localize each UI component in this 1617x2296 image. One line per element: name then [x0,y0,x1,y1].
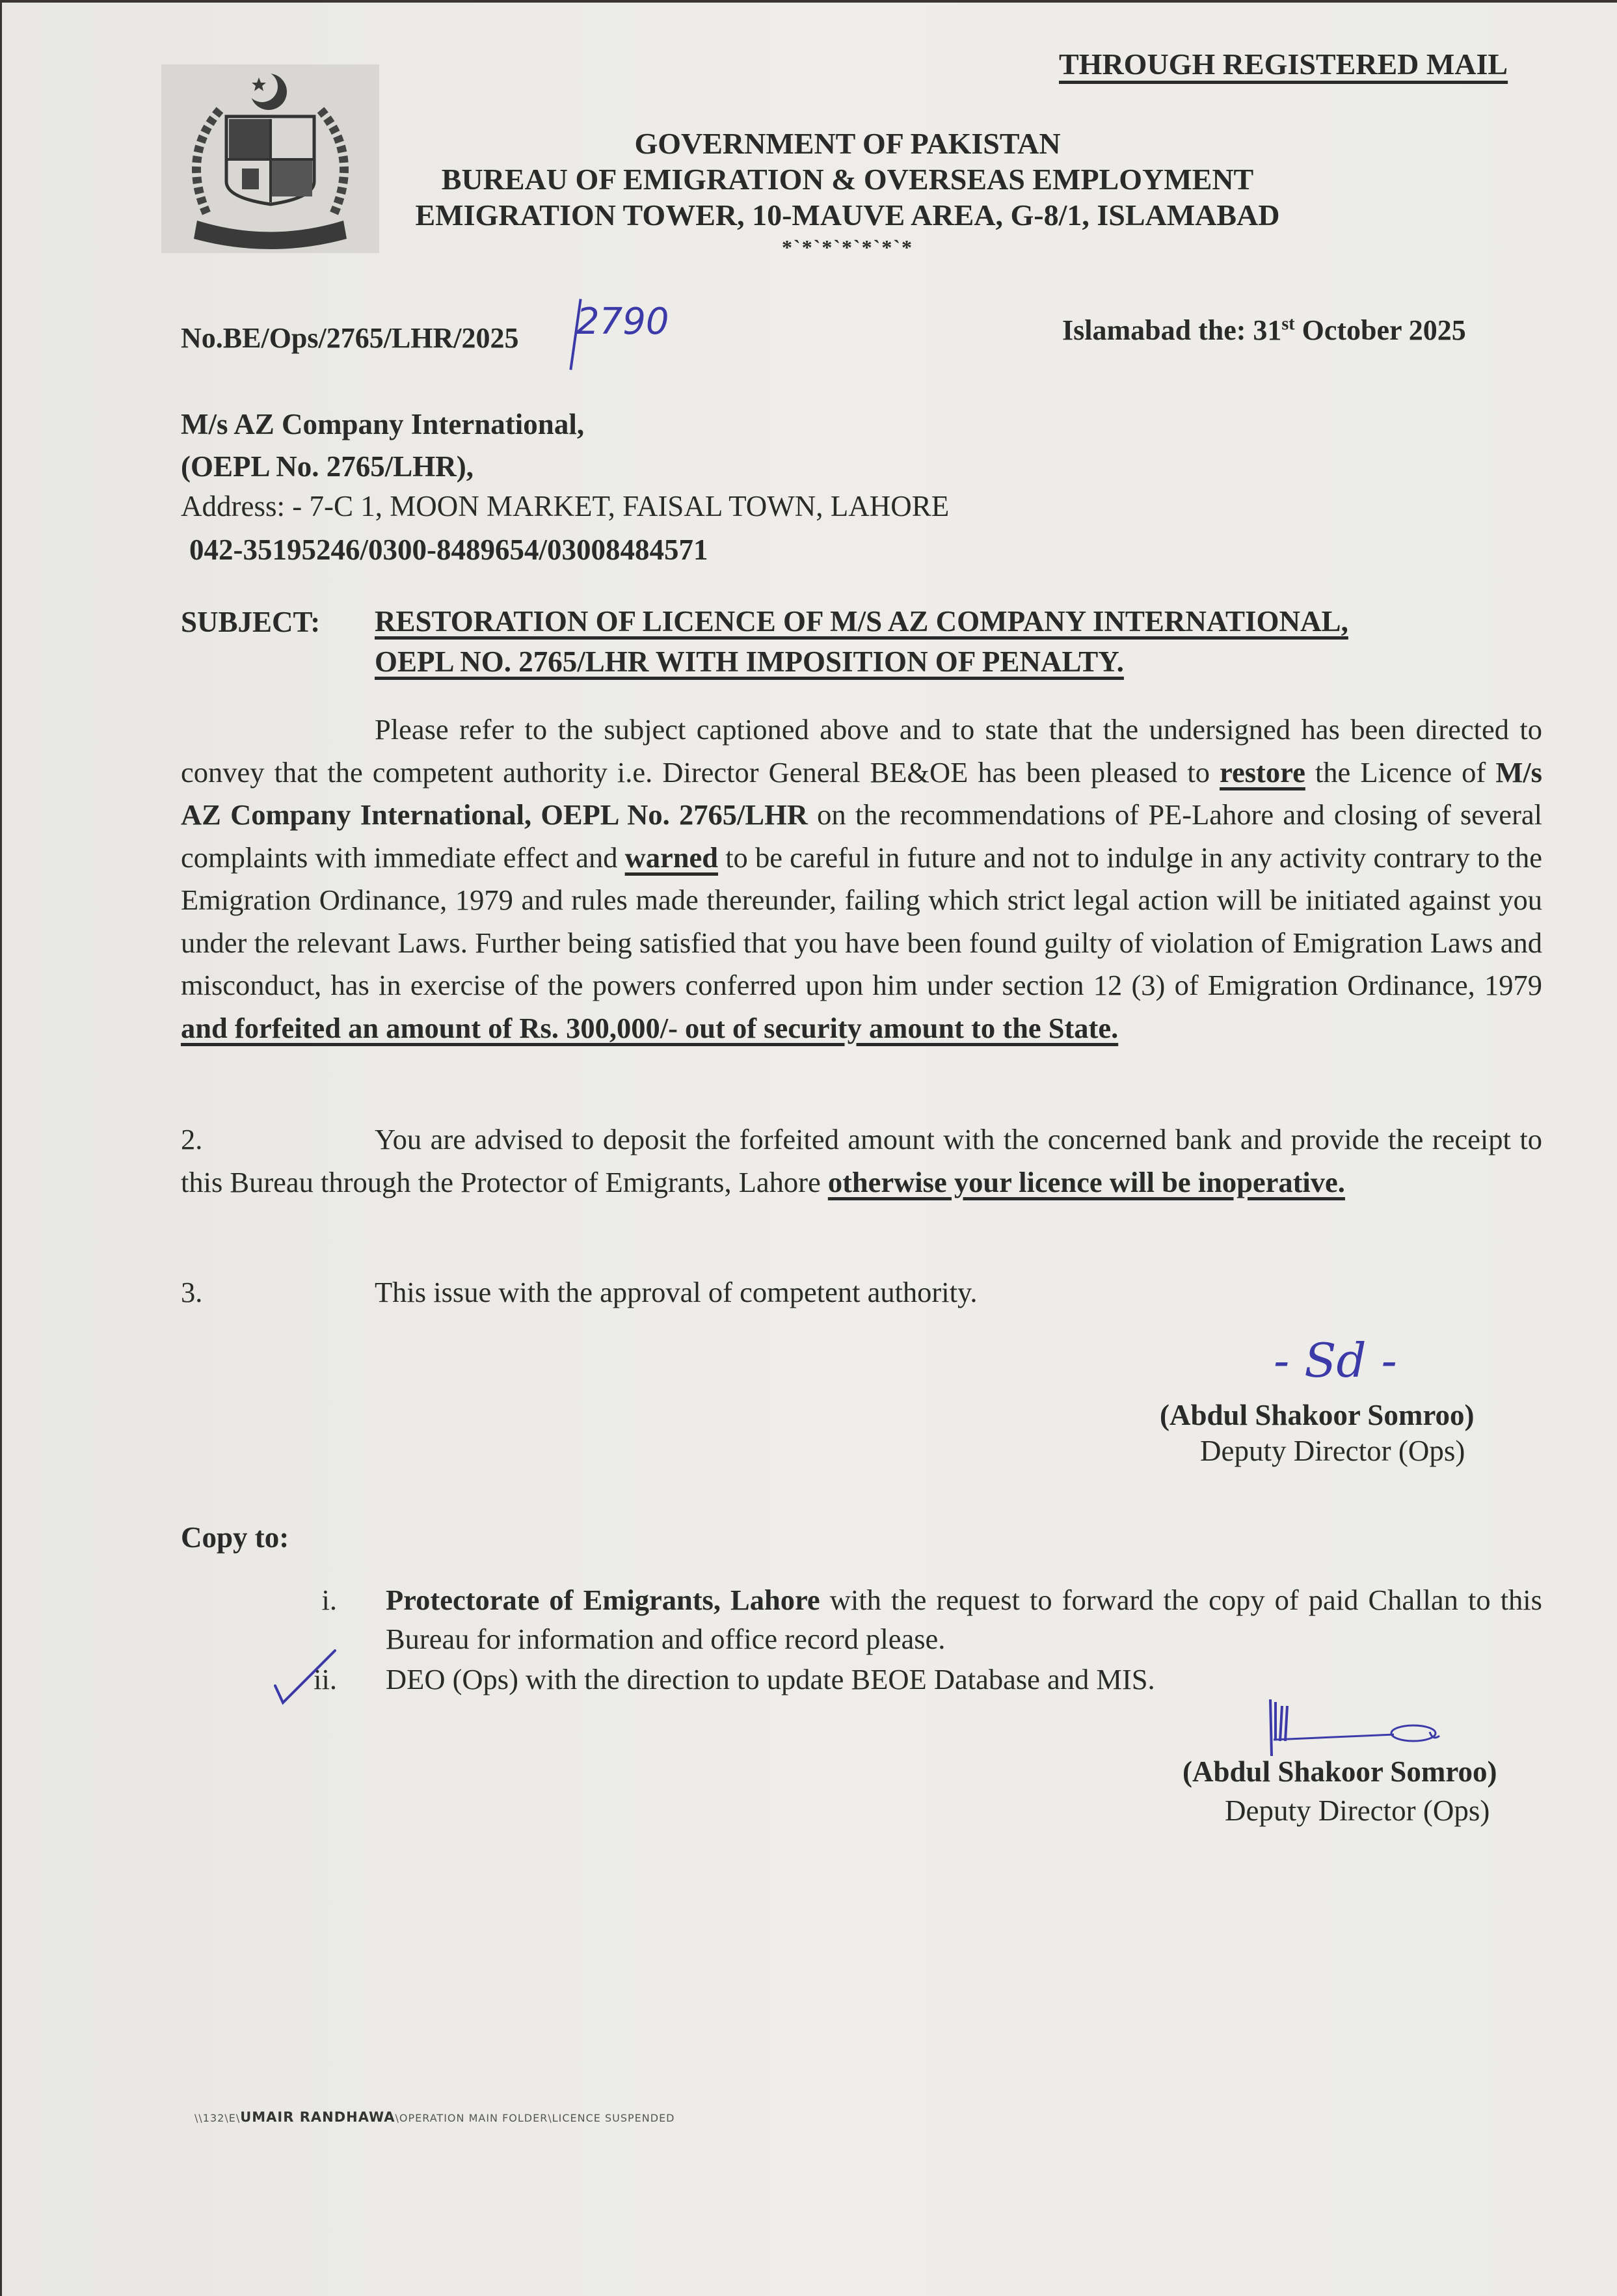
copy-to-recipient: Protectorate of Emigrants, Lahore [386,1584,820,1616]
letterhead-government: GOVERNMENT OF PAKISTAN [634,127,1061,160]
letterhead-bureau: BUREAU OF EMIGRATION & OVERSEAS EMPLOYMENT [441,163,1254,196]
p1-penalty: and forfeited an amount of Rs. 300,000/- out of security amount to the State. [181,1011,1119,1044]
p2-number: 2. [181,1123,203,1155]
subject-line-2: OEPL NO. 2765/LHR WITH IMPOSITION OF PENALTY. [375,645,1124,678]
p3-number: 3. [181,1276,203,1308]
p2-warning: otherwise your licence will be inoperative. [827,1165,1345,1198]
signature-sd-mark: - Sd - [1274,1333,1397,1388]
reference-number: No.BE/Ops/2765/LHR/2025 [181,322,519,354]
p1-text-3: on the recommendations of PE-Lahore and closing of several complaints with immediate effect and [181,798,1542,874]
footer-path-suffix: \OPERATION MAIN FOLDER\LICENCE SUSPENDED [395,2112,675,2124]
copy-to-instruction: with the request to forward the copy of paid Challan to this Bureau for information and office record please. [386,1584,1542,1655]
subject-label: SUBJECT: [181,606,321,638]
signatory-name: (Abdul Shakoor Somroo) [1160,1399,1475,1431]
letterhead-address: EMIGRATION TOWER, 10-MAUVE AREA, G-8/1, ISLAMABAD [415,198,1280,232]
footer-author: UMAIR RANDHAWA [240,2109,395,2125]
paragraph-2 [181,1118,1542,1204]
subject-line-1: RESTORATION OF LICENCE OF M/S AZ COMPANY INTERNATIONAL, [375,605,1348,638]
file-path-footer [194,2109,675,2125]
p1-text-1: Please refer to the subject captioned above and to state that the undersigned has been directed to convey that the competent authority i.e. Director General BE&OE has been pleased to [181,713,1542,789]
p1-company: M/s AZ Company International, OEPL No. 2765/LHR [181,755,1542,831]
handwritten-dispatch-number: 2790 [576,301,669,343]
p1-text-2: the Licence of [1305,755,1496,789]
date-rest: October 2025 [1294,314,1466,346]
copy-to-instruction: DEO (Ops) with the direction to update BEOE Database and MIS. [386,1663,1155,1695]
paragraph-3 [181,1271,1542,1314]
p1-restore: restore [1220,755,1305,789]
signatory-title: Deputy Director (Ops) [1200,1435,1465,1467]
date-ordinal: st [1281,314,1295,334]
copy-to-label: Copy to: [181,1521,289,1554]
p3-text: This issue with the approval of competent authority. [375,1276,978,1308]
copy-to-item-body [386,1580,1542,1658]
paragraph-1 [181,709,1542,1049]
signatory-name: (Abdul Shakoor Somroo) [1183,1755,1497,1788]
subject-text [375,601,1542,682]
date-line [1062,314,1466,347]
p1-text-4: to be careful in future and not to indulge in any activity contrary to the Emigration Ordinance, 1979 and rules made thereunder, failing which strict legal action will be initiated against you under the relevant Laws. Further being satisfied that you have been found guilty of violation of Emigration Laws and misconduct, has in exercise of the powers conferred upon him under section 12 (3) of Emigration Ordinance, 1979 [181,841,1542,1001]
addressee-address: Address: - 7-C 1, MOON MARKET, FAISAL TOWN, LAHORE [181,490,950,522]
footer-path-prefix: \\132\E\ [194,2112,241,2124]
copy-to-item-number: ii. [314,1663,337,1695]
addressee-name: M/s AZ Company International, [181,408,585,440]
addressee-phones: 042-35195246/0300-8489654/03008484571 [189,533,708,566]
p1-warned: warned [624,841,719,874]
date-prefix: Islamabad the: 31 [1062,314,1282,346]
state-emblem-icon [161,64,379,253]
mail-type-label: THROUGH REGISTERED MAIL [1059,47,1508,81]
addressee-oepl: (OEPL No. 2765/LHR), [181,450,474,483]
p2-text: You are advised to deposit the forfeited amount with the concerned bank and provide the receipt to this Bureau through the Protector of Emigrants, Lahore [181,1123,1542,1198]
letterhead-separator: *`*`*`*`*`*`* [782,236,913,259]
copy-to-item-body [386,1660,1542,1699]
handwritten-signature-icon [1244,1694,1517,1759]
copy-to-item-number: i. [321,1584,337,1616]
signatory-title: Deputy Director (Ops) [1225,1794,1490,1827]
